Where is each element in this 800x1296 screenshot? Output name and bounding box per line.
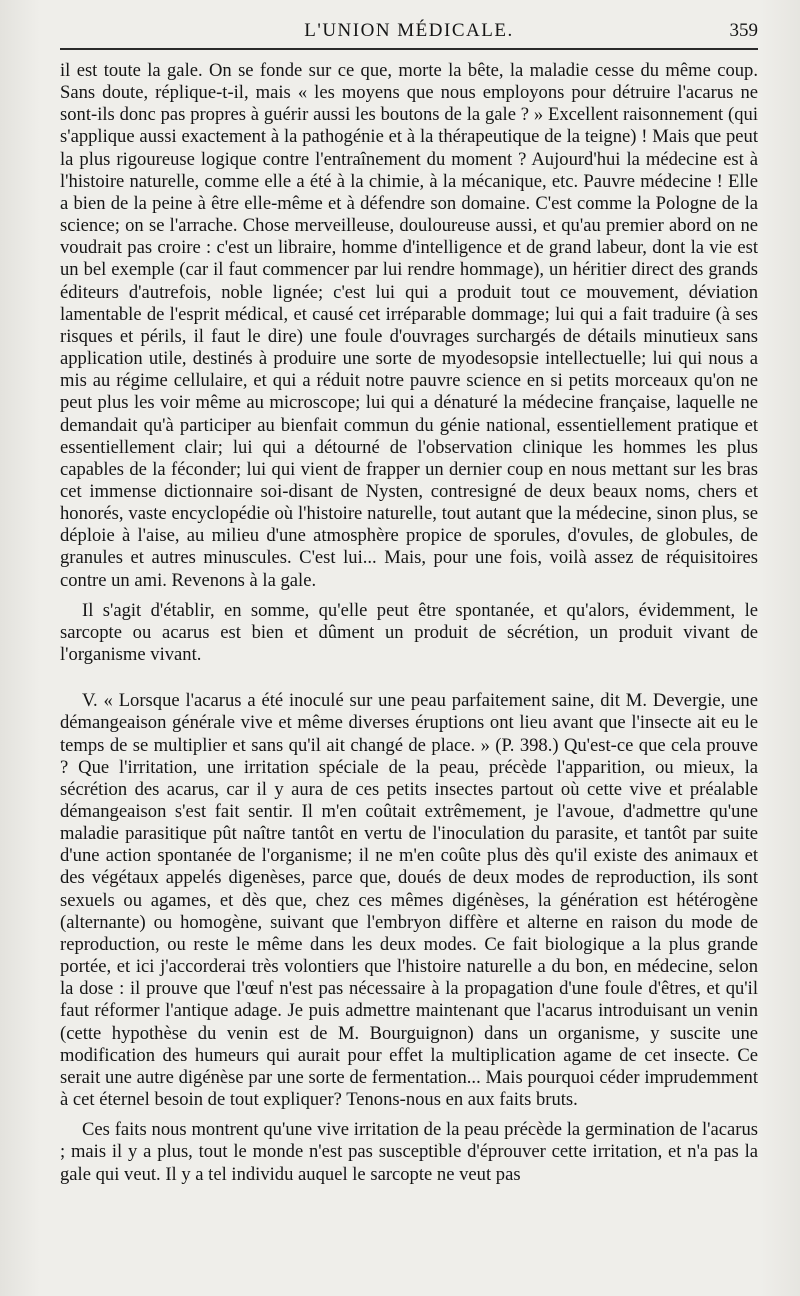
paragraph-1: il est toute la gale. On se fonde sur ce que, morte la bête, la maladie cesse du même coup. Sans doute, réplique-t-il, mais « les moyens que nous employons pour détruire l'acarus ne sont-ils donc pas propres à guérir aussi les boutons de la gale ? » Excellent raisonnement (qui s'applique aussi exactement à la pathogénie et à la thérapeutique de la teigne) ! Mais que peut la plus rigoureuse logique contre l'entraînement du moment ? Aujourd'hui la médecine est à l'histoire naturelle, comme elle a été à la chimie, à la mécanique, etc. Pauvre médecine ! Elle a bien de la peine à être elle-même et à défendre son domaine. C'est comme la Pologne de la science; on se l'arrache. Chose merveilleuse, douloureuse aussi, et qu'au premier abord on ne voudrait pas croire : c'est un libraire, homme d'intelligence et de grand labeur, dont la vie est un bel exemple (car il faut commencer par lui rendre hommage), un héritier direct des grands éditeurs d'autrefois, noble lignée; c'est lui qui a produit tout ce mouvement, déviation lamentable de l'esprit médical, et causé cet irréparable dommage; lui qui a fait traduire (à ses risques et périls, il faut le dire) une foule d'ouvrages surchargés de détails minutieux sans application utile, destinés à produire une sorte de myodesopsie intellectuelle; lui qui nous a mis au régime cellulaire, et qui a réduit notre pauvre science en si petits morceaux qu'on ne peut plus les voir même au microscope; lui qui a dénaturé la médecine française, laquelle ne demandait qu'à participer au bienfait commun du génie national, essentiellement pratique et essentiellement clair; lui qui a détourné de l'observation clinique les hommes les plus capables de la féconder; lui qui vient de frapper un dernier coup en nous mettant sur les bras cet immense dictionnaire soi-disant de Nysten, contresigné de deux beaux noms, chers et honorés, vaste encyclopédie où l'histoire naturelle, tout autant que la médecine, sinon plus, se déploie à l'aise, au milieu d'une atmosphère propice de sporules, d'ovules, de globules, de granules et autres minuscules. C'est lui... Mais, pour une fois, voilà assez de réquisitoires contre un ami. Revenons à la gale. [60,60,758,591]
section-spacer [60,666,758,690]
running-head [60,18,758,50]
paragraph-2: Il s'agit d'établir, en somme, qu'elle peut être spontanée, et qu'alors, évidemment, le sarcopte ou acarus est bien et dûment un produit de sécrétion, un produit vivant de l'organisme vivant. [60,599,758,666]
paragraph-spacer [60,592,758,600]
paragraph-spacer [60,1111,758,1119]
paragraph-4: Ces faits nous montrent qu'une vive irritation de la peau précède la germination de l'acarus ; mais il y a plus, tout le monde n'est pas susceptible d'éprouver cette irritation, et n'a pas la gale qui veut. Il y a tel individu auquel le sarcopte ne veut pas [60,1119,758,1185]
body-text [60,60,758,1186]
paragraph-3: V. « Lorsque l'acarus a été inoculé sur une peau parfaitement saine, dit M. Devergie, une démangeaison générale vive et même diverses éruptions ont lieu avant que l'insecte ait eu le temps de se multiplier et sans qu'il ait changé de place. » (P. 398.) Qu'est-ce que cela prouve ? Que l'irritation, une irritation spéciale de la peau, précède l'apparition, ou mieux, la sécrétion des acarus, car il y aura de ces petits insectes partout où cette vive et préalable démangeaison s'est fait sentir. Il m'en coûtait extrêmement, je l'avoue, d'admettre qu'une maladie parasitique pût naître tantôt en vertu de l'inoculation du parasite, et tantôt par suite d'une action spontanée de l'organisme; il ne m'en coûte plus dès qu'il existe des animaux et des végétaux appelés digenèses, parce que, doués de deux modes de reproduction, ils sont sexuels ou agames, et dès que, chez ces mêmes digénèses, la génération est hétérogène (alternante) ou homogène, suivant que l'embryon diffère et alterne en raison du mode de reproduction, ou reste le même dans les deux modes. Ce fait biologique a la plus grande portée, et ici j'accorderai très volontiers que l'histoire naturelle a du bon, en médecine, selon la dose : il prouve que l'œuf n'est pas nécessaire à la propagation d'une foule d'êtres, et qu'il faut réformer l'antique adage. Je puis admettre maintenant que l'acarus introduisant un venin (cette hypothèse du venin est de M. Bourguignon) dans un organisme, y suscite une modification des humeurs qui aurait pour effet la multiplication agame de cet insecte. Ce serait une autre digénèse par une sorte de fermentation... Mais pourquoi céder imprudemment à cet éternel besoin de tout expliquer? Tenons-nous en aux faits bruts. [60,690,758,1111]
journal-title: L'UNION MÉDICALE. [304,20,514,41]
page-number: 359 [729,20,758,41]
